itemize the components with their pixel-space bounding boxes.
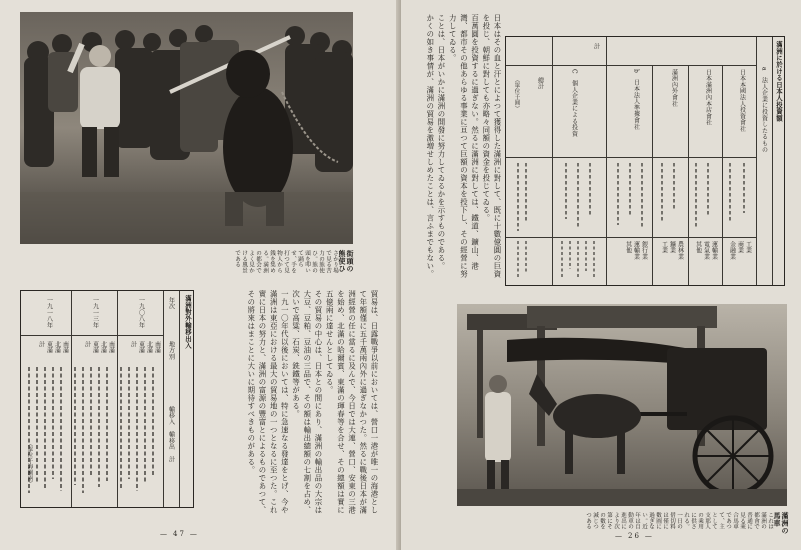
industry-label: 電氣業 — [702, 241, 710, 260]
bear-tamer-photo — [20, 12, 353, 244]
region-total-1908: 計 — [129, 341, 137, 348]
bear-photo-caption-text: さかり場で見る苦力の熊使ひ。熊の頭を叩いて踊らせ、手を打つて見物人から銭を集める。満洲の都会でよく見かける風景である — [234, 250, 338, 274]
right-page-number: — 26 — — [615, 532, 654, 540]
bear-photo-caption — [22, 250, 354, 274]
region-east-1913: 東滿 — [91, 341, 99, 354]
industry-b-label: 鑛業 — [668, 241, 676, 254]
industry-b-label: 工業 — [660, 241, 668, 254]
investment-sub-header-2: 日本滿洲內本店會社 — [704, 69, 712, 126]
left-page-number: — 47 — — [160, 530, 199, 538]
trade-table-unit: （單位千海關兩） — [26, 441, 33, 487]
investment-sub-header-1: 日本本國法人投資會社 — [738, 69, 746, 132]
right-body-text — [411, 14, 503, 280]
investment-total-label: 總計 — [536, 77, 544, 90]
carriage-photo-caption-text: これは滿洲の都會で普通に見る乘合馬車であつて、主として支那人の乘用に供される。一日の借切料は僅に數圓に過ぎない。近年は自動車の進出により次第にその數を減じつつある — [585, 512, 773, 530]
trade-table — [20, 290, 194, 508]
industry-b-label: 運輸業 — [632, 241, 640, 260]
right-page — [401, 0, 801, 550]
trade-table-year-1913: 一九一三年 — [91, 297, 99, 329]
bear-photo-caption-title: 街頭の熊使ひ — [338, 250, 355, 272]
region-south-1913: 南滿 — [107, 341, 115, 354]
carriage-photo-caption — [459, 512, 789, 534]
investment-table — [505, 36, 785, 286]
trade-table-year-header: 年次 — [167, 297, 175, 310]
trade-table-year-1918: 一九一八年 — [45, 297, 53, 329]
horse-carriage-illustration — [457, 304, 787, 506]
investment-unit: （單位千圓） — [513, 77, 520, 112]
bear-tamer-illustration — [20, 12, 353, 244]
industry-b-label: 銀行業 — [640, 241, 648, 260]
investment-table-figures-lower — [506, 239, 756, 283]
investment-section-b: b 日本法人準據會社 — [632, 69, 640, 130]
region-total-1913: 計 — [83, 341, 91, 348]
industry-label: 金融業 — [728, 241, 736, 260]
region-total-1918: 計 — [37, 341, 45, 348]
right-body-paragraph: ことは、日本がいかに滿洲の開發に努力してゐるかを示すものである。 — [436, 14, 446, 270]
right-body-paragraph: 百萬圓を投資するに過ぎない。然るに滿洲に對しては、鐵道、鑛山、港灣、都市その他あらゆる事業に亘つて巨額の資本を投下し、その經營に努力してゐる。 — [448, 14, 480, 278]
right-body-paragraph: かくの如き事情が、滿洲の貿易を激増せしめたことは、言ふまでもない。 — [425, 14, 435, 278]
trade-table-year-1908: 一九〇八年 — [137, 297, 145, 329]
right-page-number-value: 26 — [628, 532, 641, 540]
industry-label: 運輸業 — [710, 241, 718, 260]
industry-label: 其他 — [694, 241, 702, 254]
trade-table-title: 滿洲對外輸移出入 — [184, 295, 192, 349]
left-body-paragraph: 一九一〇年代以後においては、特に急速なる發達をとげ、今や滿洲は東亞における最大の貿易地の一つとなるに至つた。これ實に日本の努力と、滿洲の富源の豐富とによるものであつて、その將來はまことに大いに期待すべきものがある。 — [246, 290, 290, 514]
industry-b-label: 農林業 — [676, 241, 684, 260]
region-south-1918: 南滿 — [61, 341, 69, 354]
industry-b-label: 其他 — [624, 241, 632, 254]
trade-table-region-header: 地方別 — [167, 341, 175, 360]
trade-table-figures — [21, 363, 163, 503]
right-body-paragraph: 日本はその血と汗とによつて獲得した滿洲に對して、既に十數億圓の巨資を投じ、朝鮮に對しても亦略々同額の資金を投じてゐる。 — [481, 14, 502, 278]
region-south-1908: 南滿 — [153, 341, 161, 354]
horse-carriage-photo — [457, 304, 787, 506]
region-east-1918: 東滿 — [45, 341, 53, 354]
industry-label: 工業 — [744, 241, 752, 254]
region-north-1908: 北滿 — [145, 341, 153, 354]
trade-table-values-header: 輸移入 輸移出 計 — [167, 406, 175, 463]
investment-table-title: 滿洲に於ける日本人投資額 — [775, 41, 783, 122]
investment-sub-header-3: 滿洲內外會社 — [670, 69, 678, 107]
investment-table-figures — [506, 159, 756, 237]
left-body-text — [198, 290, 380, 515]
left-page-number-value: 47 — [173, 530, 186, 538]
region-east-1908: 東滿 — [137, 341, 145, 354]
investment-section-c: C 個人企業による投資 — [570, 69, 578, 137]
region-north-1918: 北滿 — [53, 341, 61, 354]
carriage-photo-caption-title: 滿洲の馬車 — [773, 512, 790, 534]
investment-section-a: a 法人企業に投資したるもの — [760, 67, 768, 153]
industry-label: 商業 — [736, 241, 744, 254]
left-body-paragraph: その貿易の中心は、日本との間にあり、滿洲の輸出品の大宗は大豆、豆粕、豆油の三品で、その額は輸出總額の七割を占め、次いで高粱、石炭、銑鐵等がある。 — [291, 290, 323, 514]
left-body-paragraph: 貿易は、日露戰爭以前においては、營口一港が唯一の海港として年額僅に五千萬兩內外に過ぎなかつた。然るに戰後日本が滿洲經營の任に當るに及んで、今日では大連、營口、安東の三港を始め、北滿の哈爾賓、東滿の琿春等を合せ、その總額は實に五億兩に達せんとしてゐる。 — [325, 290, 379, 514]
region-north-1913: 北滿 — [99, 341, 107, 354]
investment-sum-label: 計 — [592, 43, 600, 50]
